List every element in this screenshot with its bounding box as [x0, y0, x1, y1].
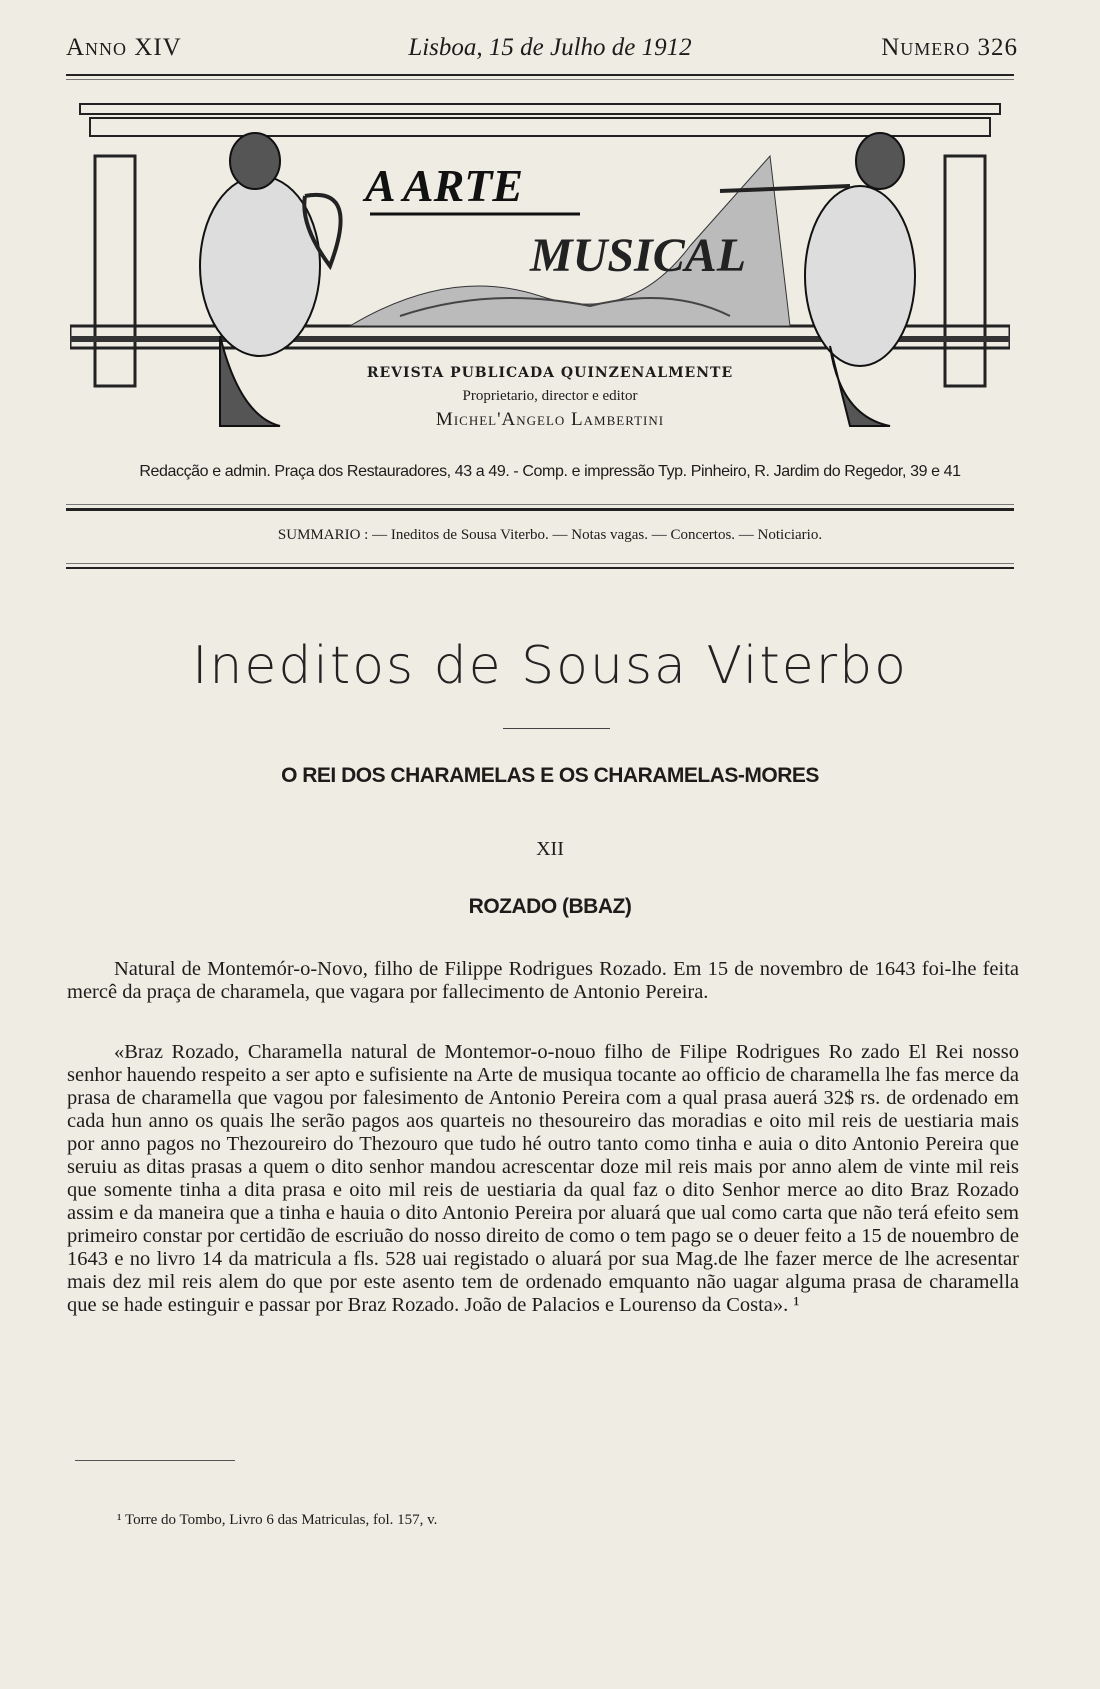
summary: SUMMARIO : — Ineditos de Sousa Viterbo. — Notas vagas. — Concertos. — Noticiario.	[277, 527, 823, 543]
footnote-divider	[75, 1460, 235, 1461]
divider	[66, 79, 1014, 80]
footnote: ¹ Torre do Tombo, Livro 6 das Matriculas, fol. 157, v.	[117, 1512, 438, 1528]
article-subtitle: O REI DOS CHARAMELAS E OS CHARAMELAS-MORES	[281, 764, 819, 787]
article-title: Ineditos de Sousa Viterbo	[192, 636, 908, 696]
divider	[66, 504, 1014, 505]
divider	[503, 728, 610, 729]
paragraph: «Braz Rozado, Charamella natural de Montemor-o-nouo filho de Filipe Rodrigues Ro zado El Rei nosso senhor hauendo respeito a ser apto e sufisiente na Arte de musiqua tocante ao officio de charamella lhe fas merce da prasa de charamella que vagou por falesimento de Antonio Pereira com a qual prasa auerá 32$ rs. de ordenado em cada hun anno os quais lhe serão pagos aos quarteis no thesoureiro das moradias e oito mil reis de uestiaria mais por anno pagos no Thezoureiro do Thezouro que tudo hé outro tanto como tinha e auia o dito Antonio Pereira que seruiu as ditas prasas a quem o dito senhor mandou acrescentar doze mil reis mais por anno alem de vinte mil reis que somente tinha a dita prasa e oito mil reis de uestiaria da qual faz o dito Senhor merce ao dito Braz Rozado assim e da maneira que a tinha e hauia o dito Antonio Pereira por aluará que ual como carta que não terá efeito sem primeiro constar por certidão de escriuão do nosso direito de como o tem pago se o deuer feito a 15 de nouembro de 1643 e no livro 14 da matricula a fls. 528 uai registado o aluará por sua Mag.de lhe fazer merce de lhe acresentar mais dez mil reis alem do que por este asento tem de ordenado emquanto não uagar alguma prasa de charamella que se hade estinguir e passar por Braz Rozado. João de Palacios e Lourenso da Costa». ¹	[67, 1041, 1019, 1316]
section-heading: ROZADO (BBAZ)	[468, 895, 632, 918]
masthead-editor: Michel'Angelo Lambertini	[435, 409, 665, 430]
divider	[66, 508, 1014, 511]
divider	[66, 563, 1014, 564]
issue-label: Anno XIV	[66, 34, 182, 61]
masthead-address: Redacção e admin. Praça dos Restauradores, 43 a 49. - Comp. e impressão Typ. Pinheiro, R. Jardim do Regedor, 39 e 41	[139, 463, 961, 480]
masthead-subtitle: REVISTA PUBLICADA QUINZENALMENTE	[366, 365, 734, 381]
divider	[66, 74, 1014, 76]
svg-text:A ARTE: A ARTE	[365, 160, 524, 211]
section-number: XII	[536, 838, 564, 860]
divider	[66, 567, 1014, 569]
masthead-role: Proprietario, director e editor	[462, 388, 638, 404]
article-body	[67, 958, 1019, 1317]
issue-number: Numero 326	[881, 34, 1018, 61]
svg-text:MUSICAL: MUSICAL	[530, 229, 747, 282]
paragraph: Natural de Montemór-o-Novo, filho de Filippe Rodrigues Rozado. Em 15 de novembro de 1643 foi-lhe feita mercê da praça de charamela, que vagara por fallecimento de Antonio Pereira.	[67, 958, 1019, 1003]
dateline: Lisboa, 15 de Julho de 1912	[408, 34, 692, 61]
